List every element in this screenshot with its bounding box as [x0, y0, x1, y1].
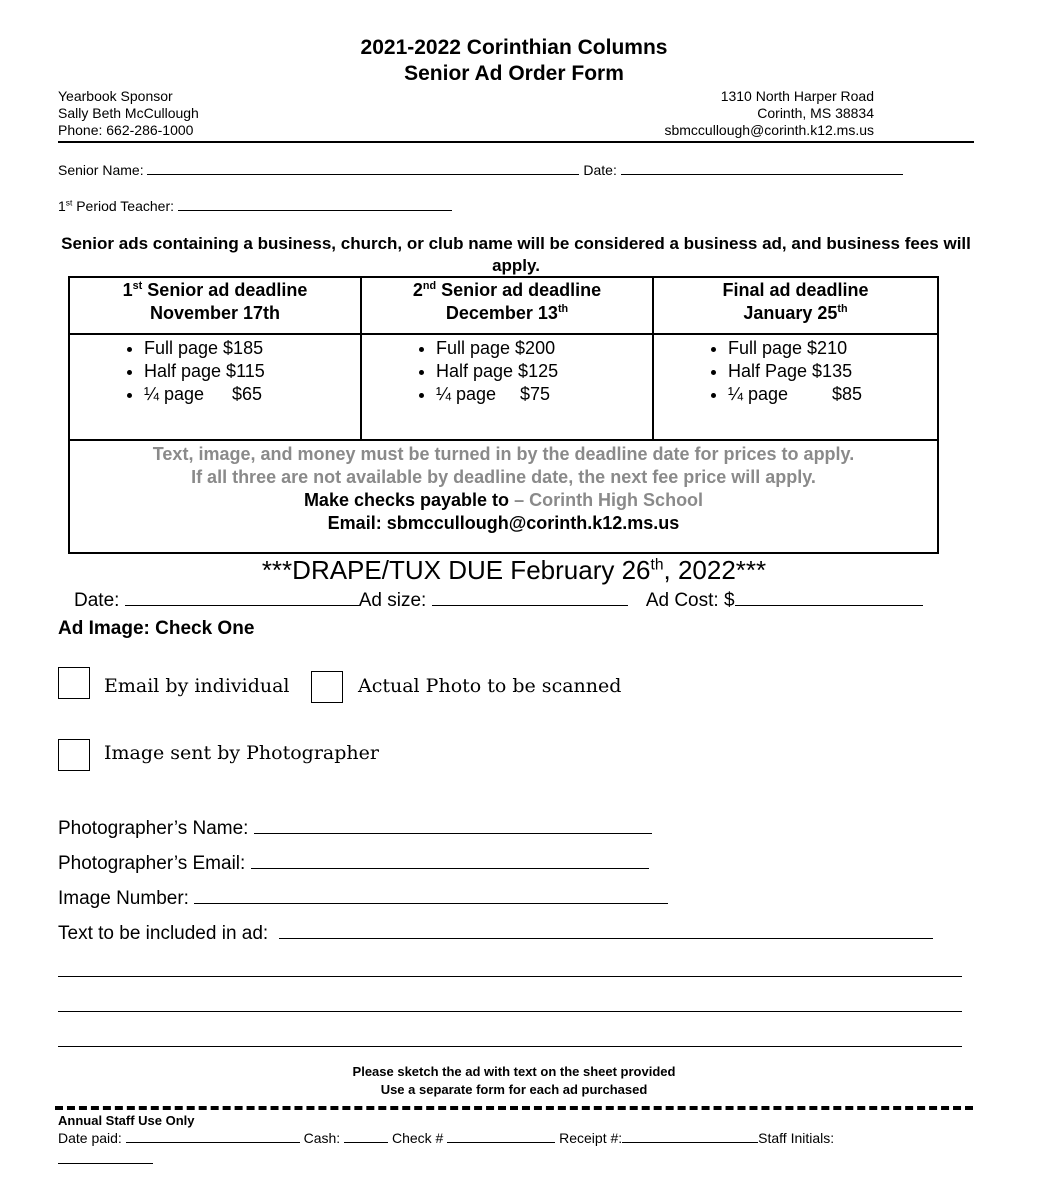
- receipt-field[interactable]: [622, 1142, 758, 1143]
- senior-name-field[interactable]: [147, 174, 579, 175]
- checks-payee: – Corinth High School: [514, 490, 704, 510]
- email-by-individual-checkbox[interactable]: [58, 667, 90, 699]
- order-date-field[interactable]: [125, 605, 359, 606]
- staff-row: [58, 1130, 834, 1147]
- deadline-3-title: Final ad deadline: [722, 280, 869, 300]
- photographer-email-label: Photographer’s Email:: [58, 853, 246, 874]
- photographer-name-row: [58, 818, 652, 840]
- business-ad-notice: Senior ads containing a business, church, or club name will be considered a business ad, and business fees will apply.: [61, 234, 971, 275]
- deadline-3-date-sup: th: [837, 303, 848, 315]
- receipt-label: Receipt #:: [559, 1130, 623, 1146]
- price-item: • Half Page $135: [728, 360, 936, 383]
- deadline-header-3: [653, 277, 938, 334]
- photographer-email-row: [58, 853, 649, 875]
- photographer-name-field[interactable]: [254, 833, 652, 834]
- drape-text: ***DRAPE/TUX DUE February 26: [261, 555, 651, 585]
- deadline-header-2: [361, 277, 653, 334]
- top-date-field[interactable]: [621, 174, 903, 175]
- checks-label: Make checks payable to: [303, 490, 510, 510]
- price-item: • ¼ page $85: [728, 383, 936, 406]
- date-paid-field[interactable]: [126, 1142, 300, 1143]
- drape-tux-notice: [0, 555, 1028, 586]
- photographer-email-field[interactable]: [251, 868, 649, 869]
- info-line1: Text, image, and money must be turned in by the deadline date for prices to apply.: [152, 444, 855, 464]
- form-title-line1: 2021-2022 Corinthian Columns: [360, 36, 668, 59]
- order-fields-row: [74, 590, 923, 612]
- deadline-2-prefix: 2: [412, 280, 423, 300]
- deadline-prices-3: [653, 334, 938, 440]
- ad-cost-label: Ad Cost: $: [645, 590, 735, 611]
- address-block: [560, 88, 874, 139]
- deadline-2-sup: nd: [422, 280, 437, 292]
- ad-text-field-2[interactable]: [58, 976, 962, 977]
- check-field[interactable]: [447, 1142, 555, 1143]
- staff-heading: Annual Staff Use Only: [58, 1113, 195, 1128]
- price-item: • Half page $125: [436, 360, 651, 383]
- deadline-1-date: November 17th: [149, 303, 281, 323]
- top-date-label: Date:: [583, 162, 617, 178]
- deadline-2-date: December 13: [445, 303, 558, 323]
- deadline-1-sup: st: [132, 280, 143, 292]
- address-street: 1310 North Harper Road: [720, 88, 874, 104]
- teacher-label: Period Teacher:: [76, 198, 175, 214]
- ad-text-field-4[interactable]: [58, 1046, 962, 1047]
- actual-photo-label: Actual Photo to be scanned: [358, 675, 622, 697]
- teacher-prefix: 1: [58, 198, 66, 214]
- price-item: • ¼ page $65: [144, 383, 359, 406]
- price-item: • Half page $115: [144, 360, 359, 383]
- footer-notes: [0, 1063, 1028, 1099]
- sponsor-phone: Phone: 662-286-1000: [58, 122, 194, 138]
- deadline-header-1: [69, 277, 361, 334]
- ad-size-field[interactable]: [432, 605, 628, 606]
- deadline-prices-1: [69, 334, 361, 440]
- ad-text-row: [58, 923, 933, 945]
- sketch-note: Please sketch the ad with text on the sheet provided: [352, 1064, 676, 1079]
- ad-image-heading: Ad Image: Check One: [58, 618, 255, 639]
- image-number-label: Image Number:: [58, 888, 189, 909]
- sponsor-name: Sally Beth McCullough: [58, 105, 199, 121]
- senior-name-row: [58, 162, 903, 179]
- price-item: • Full page $185: [144, 337, 359, 360]
- deadline-info-cell: [69, 440, 938, 553]
- deadline-1-prefix: 1: [122, 280, 133, 300]
- sponsor-block: [58, 88, 199, 139]
- staff-initials-label: Staff Initials:: [758, 1130, 835, 1146]
- deadline-prices-2: [361, 334, 653, 440]
- date-paid-label: Date paid:: [58, 1130, 122, 1146]
- deadline-1-title: Senior ad deadline: [147, 280, 308, 300]
- cut-line: [55, 1106, 973, 1110]
- cash-field[interactable]: [344, 1142, 388, 1143]
- info-email: Email: sbmccullough@corinth.k12.ms.us: [327, 513, 680, 533]
- photographer-image-checkbox[interactable]: [58, 739, 90, 771]
- ad-size-label: Ad size:: [358, 590, 427, 611]
- checks-payable-line: [71, 489, 936, 512]
- price-item: • ¼ page $75: [436, 383, 651, 406]
- ad-text-label: Text to be included in ad:: [58, 923, 269, 944]
- photographer-name-label: Photographer’s Name:: [58, 818, 249, 839]
- form-title-line2: Senior Ad Order Form: [404, 62, 624, 85]
- deadline-table: [68, 276, 939, 554]
- order-date-label: Date:: [74, 590, 120, 611]
- actual-photo-checkbox[interactable]: [311, 671, 343, 703]
- teacher-row: [58, 198, 452, 215]
- price-item: • Full page $210: [728, 337, 936, 360]
- cash-label: Cash:: [303, 1130, 341, 1146]
- image-number-row: [58, 888, 668, 910]
- drape-year: , 2022***: [663, 555, 767, 585]
- deadline-2-title: Senior ad deadline: [441, 280, 602, 300]
- deadline-2-date-sup: th: [557, 303, 569, 315]
- price-item: • Full page $200: [436, 337, 651, 360]
- check-label: Check #: [391, 1130, 444, 1146]
- info-line2: If all three are not available by deadline date, the next fee price will apply.: [191, 467, 816, 487]
- address-city: Corinth, MS 38834: [757, 105, 874, 121]
- header-divider: [58, 141, 974, 143]
- teacher-field[interactable]: [178, 210, 452, 211]
- email-by-individual-label: Email by individual: [104, 675, 290, 697]
- ad-text-field-3[interactable]: [58, 1011, 962, 1012]
- separate-form-note: Use a separate form for each ad purchased: [380, 1082, 648, 1097]
- photographer-image-label: Image sent by Photographer: [104, 742, 379, 764]
- ad-text-field-1[interactable]: [279, 938, 933, 939]
- deadline-3-date: January 25: [743, 303, 838, 323]
- senior-name-label: Senior Name:: [58, 162, 144, 178]
- image-number-field[interactable]: [194, 903, 668, 904]
- address-email: sbmccullough@corinth.k12.ms.us: [664, 122, 874, 138]
- ad-cost-field[interactable]: [735, 605, 923, 606]
- teacher-sup: st: [65, 197, 73, 208]
- staff-initials-field[interactable]: [58, 1163, 153, 1164]
- drape-sup: th: [650, 556, 664, 574]
- sponsor-role: Yearbook Sponsor: [58, 88, 173, 104]
